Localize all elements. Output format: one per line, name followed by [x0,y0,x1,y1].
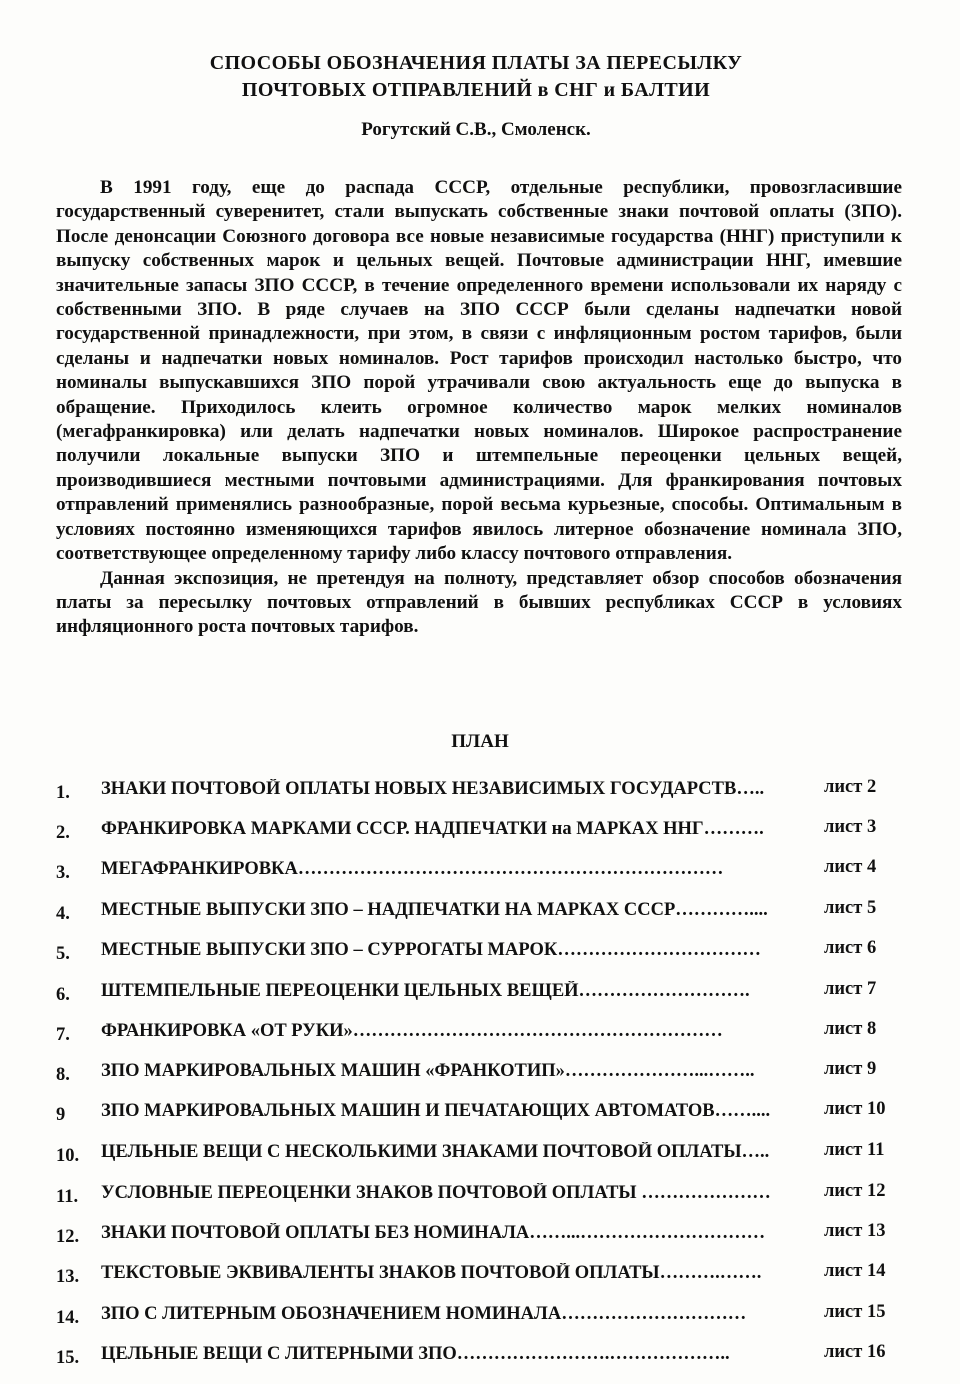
plan-item-page: лист 14 [824,1261,886,1281]
plan-item-title: МЕСТНЫЕ ВЫПУСКИ ЗПО – СУРРОГАТЫ МАРОК…………………………… [101,940,761,960]
plan-item-page: лист 16 [824,1342,886,1362]
document-title [0,50,952,104]
plan-item-number: 7. [56,1025,70,1045]
plan-item-number: 11. [56,1187,79,1207]
plan-item-number: 10. [56,1146,80,1166]
plan-item-page: лист 9 [824,1059,877,1079]
plan-item [56,1263,906,1289]
intro-text [56,176,902,640]
plan-item-number: 5. [56,944,70,964]
plan-item-page: лист 15 [824,1302,886,1322]
plan-item [56,1101,906,1127]
plan-item-page: лист 12 [824,1181,886,1201]
plan-item [56,940,906,966]
plan-item-number: 9 [56,1105,66,1125]
plan-item [56,1021,906,1047]
plan-item-number: 13. [56,1267,80,1287]
plan-item-page: лист 2 [824,777,877,797]
intro-paragraph-2: Данная экспозиция, не претендуя на полноту, представляет обзор способов обозначения платы за пересылку почтовых отправлений в бывших республиках СССР в условиях инфляционного роста почтовых тарифов. [56,567,902,638]
plan-item-number: 1. [56,783,70,803]
plan-item-title: ЗПО С ЛИТЕРНЫМ ОБОЗНАЧЕНИЕМ НОМИНАЛА………………………… [101,1304,747,1324]
plan-item-number: 8. [56,1065,70,1085]
plan-item [56,1061,906,1087]
plan-item-title: ЗНАКИ ПОЧТОВОЙ ОПЛАТЫ НОВЫХ НЕЗАВИСИМЫХ ГОСУДАРСТВ….. [101,779,765,799]
plan-item-title: ЦЕЛЬНЫЕ ВЕЩИ С НЕСКОЛЬКИМИ ЗНАКАМИ ПОЧТОВОЙ ОПЛАТЫ….. [101,1142,770,1162]
plan-item [56,1223,906,1249]
plan-item-page: лист 7 [824,979,877,999]
plan-item-title: ЗНАКИ ПОЧТОВОЙ ОПЛАТЫ БЕЗ НОМИНАЛА……...………………………… [101,1223,766,1243]
plan-item-page: лист 10 [824,1099,886,1119]
title-line-1: СПОСОБЫ ОБОЗНАЧЕНИЯ ПЛАТЫ ЗА ПЕРЕСЫЛКУ [209,52,743,74]
plan-item-page: лист 11 [824,1140,885,1160]
plan-item-number: 2. [56,823,70,843]
plan-item-number: 3. [56,863,70,883]
plan-item-page: лист 6 [824,938,877,958]
plan-item-title: МЕСТНЫЕ ВЫПУСКИ ЗПО – НАДПЕЧАТКИ НА МАРКАХ СССР………….... [101,900,768,920]
title-line-2: ПОЧТОВЫХ ОТПРАВЛЕНИЙ в СНГ и БАЛТИИ [241,79,711,101]
plan-item-title: МЕГАФРАНКИРОВКА…………………………………………………………… [101,859,724,879]
plan-item-page: лист 5 [824,898,877,918]
plan-item-title: ЗПО МАРКИРОВАЛЬНЫХ МАШИН «ФРАНКОТИП»…………………...…….. [101,1061,755,1081]
plan-item [56,779,906,805]
plan-item [56,1183,906,1209]
intro-paragraph-1: В 1991 году, еще до распада СССР, отдельные республики, провозгласившие государственный суверенитет, стали выпускать собственные знаки почтовой оплаты (ЗПО). После денонсации Союзного договора все новые независимые государства (ННГ) приступили к выпуску собственных марок и цельных вещей. Почтовые администрации ННГ, имевшие значительные запасы ЗПО СССР, в течение определенного времени использовали их наряду с собственными ЗПО. В ряде случаев на ЗПО СССР были сделаны надпечатки новой государственной принадлежности, при этом, в связи с инфляционным ростом тарифов, были сделаны и надпечатки новых номиналов. Рост тарифов происходил настолько быстро, что номиналы выпускавшихся ЗПО порой утрачивали свою актуальность еще до выпуска в обращение. Приходилось клеить огромное количество марок мелких номиналов (мегафранкировка) или делать надпечатки новых номиналов. Широкое распространение получили локальные выпуски ЗПО и штемпельные переоценки цельных вещей, производившиеся местными почтовыми администрациями. Для франкирования почтовых отправлений применялись разнообразные, порой весьма курьезные, способы. Оптимальным в условиях постоянно изменяющихся тарифов явилось литерное обозначение номинала ЗПО, соответствующее определенному тарифу либо классу почтового отправления. [56,177,902,565]
plan-item-title: ТЕКСТОВЫЕ ЭКВИВАЛЕНТЫ ЗНАКОВ ПОЧТОВОЙ ОПЛАТЫ……….……. [101,1263,762,1283]
plan-item [56,1142,906,1168]
plan-item [56,1344,906,1370]
plan-item-number: 12. [56,1227,80,1247]
plan-item-page: лист 3 [824,817,877,837]
plan-item [56,981,906,1007]
plan-item [56,819,906,845]
plan-item-title: ЦЕЛЬНЫЕ ВЕЩИ С ЛИТЕРНЫМИ ЗПО…………………….……………….. [101,1344,730,1364]
plan-item-number: 4. [56,904,70,924]
plan-item-title: ЗПО МАРКИРОВАЛЬНЫХ МАШИН И ПЕЧАТАЮЩИХ АВТОМАТОВ…….... [101,1101,771,1121]
plan-item-page: лист 4 [824,857,877,877]
plan-item-title: ФРАНКИРОВКА «ОТ РУКИ»…………………………………………………… [101,1021,723,1041]
plan-item-number: 6. [56,985,70,1005]
plan-item [56,859,906,885]
author-line: Рогутский С.В., Смоленск. [361,119,591,140]
plan-item-number: 14. [56,1308,80,1328]
plan-item-title: УСЛОВНЫЕ ПЕРЕОЦЕНКИ ЗНАКОВ ПОЧТОВОЙ ОПЛАТЫ ………………… [101,1183,771,1203]
plan-heading: ПЛАН [451,731,509,752]
plan-item [56,900,906,926]
plan-item-title: ФРАНКИРОВКА МАРКАМИ СССР. НАДПЕЧАТКИ на МАРКАХ ННГ………. [101,819,764,839]
plan-item-title: ШТЕМПЕЛЬНЫЕ ПЕРЕОЦЕНКИ ЦЕЛЬНЫХ ВЕЩЕЙ………………………. [101,981,750,1001]
plan-item-page: лист 13 [824,1221,886,1241]
plan-item-number: 15. [56,1348,80,1368]
plan-item [56,1304,906,1330]
plan-item-page: лист 8 [824,1019,877,1039]
